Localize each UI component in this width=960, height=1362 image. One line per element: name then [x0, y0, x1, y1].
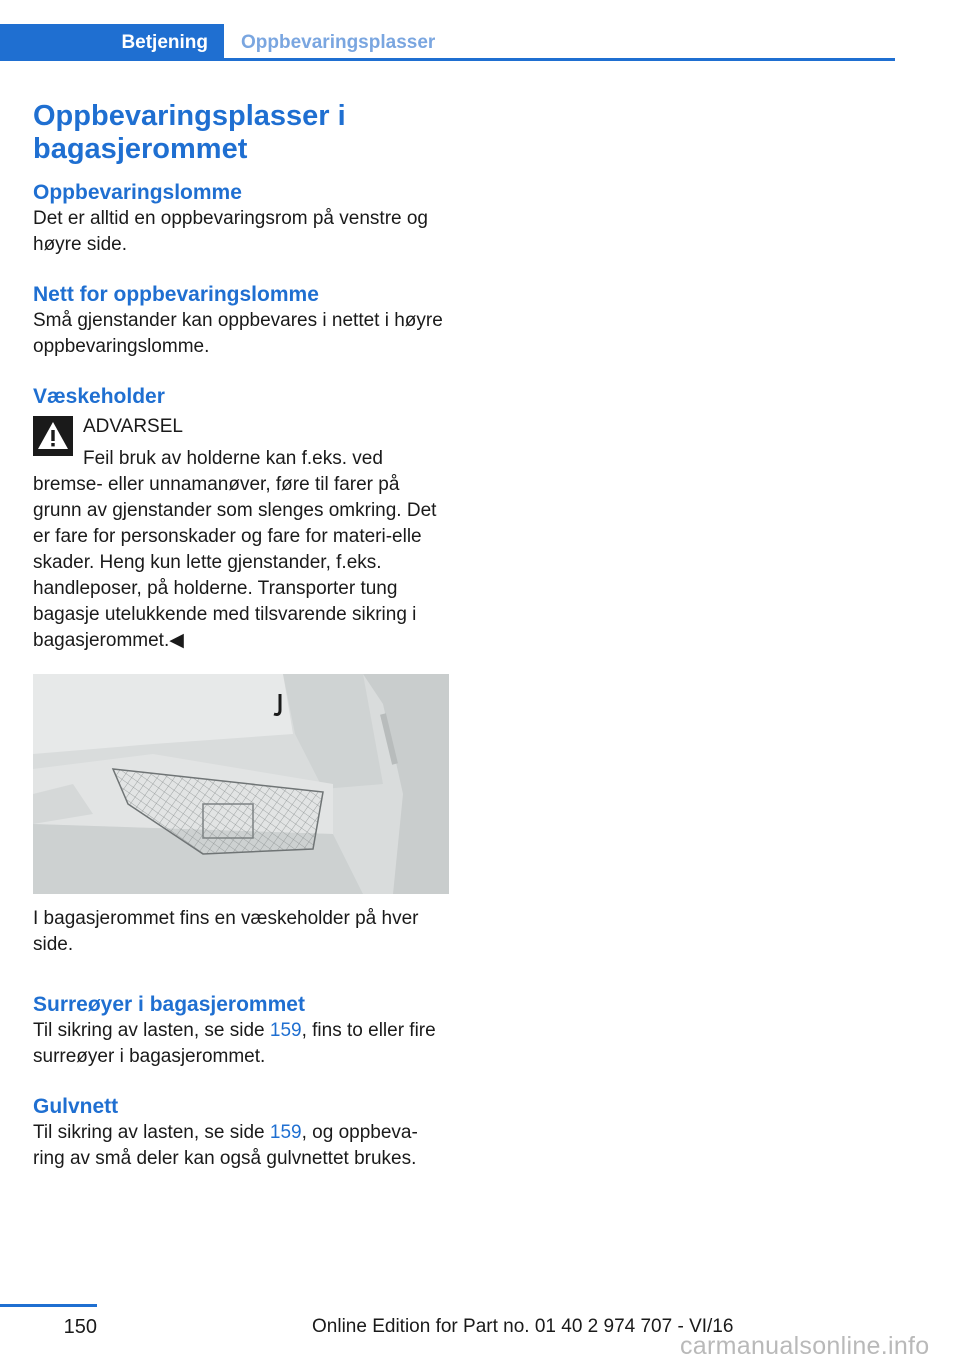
page-title: Oppbevaringsplasser i bagasjerommet [33, 100, 346, 165]
text-surreoyer-after: , fins to eller fire surreøyer i bagasjerommet. [33, 1020, 436, 1067]
footer-accent-line [0, 1304, 97, 1307]
text-nett: Små gjenstander kan oppbevares i nettet i høyre oppbevaringslomme. [33, 310, 443, 357]
header-bar [0, 24, 895, 61]
page-content [33, 100, 449, 1172]
page-number: 150 [63, 1316, 97, 1338]
trunk-net-illustration [33, 674, 449, 894]
warning-block [33, 414, 449, 472]
text-gulvnett [33, 1120, 449, 1172]
edition-info: Online Edition for Part no. 01 40 2 974 707 - VI/16 [312, 1316, 734, 1337]
warning-label: ADVARSEL [83, 416, 183, 437]
warning-text: bremse- eller unnamanøver, føre til farer på grunn av gjenstander som slenges omkring. Det er fare for personskader og fare for materi-elle skader. Heng kun lette gjenstander, f.eks. handleposer, på holderne. Transporter tung bagasje utelukkende med tilsvarende sikring i bagasjerommet.◀ [33, 474, 437, 651]
text-gulvnett-after: , og oppbeva-ring av små deler kan også gulvnettet brukes. [33, 1122, 418, 1169]
page-link-159-floornet[interactable]: 159 [269, 1122, 302, 1143]
text-surreoyer [33, 1018, 449, 1070]
text-surreoyer-before: Til sikring av lasten, se side [33, 1020, 270, 1041]
chapter-tab-oppbevaringsplasser[interactable]: Oppbevaringsplasser [241, 31, 436, 53]
text-oppbevaringslomme: Det er alltid en oppbevaringsrom på venstre og høyre side. [33, 208, 429, 255]
warning-first-line: Feil bruk av holderne kan f.eks. ved [83, 448, 383, 469]
text-gulvnett-before: Til sikring av lasten, se side [33, 1122, 270, 1143]
page-link-159-lashing[interactable]: 159 [269, 1020, 302, 1041]
heading-surreoyer: Surreøyer i bagasjerommet [33, 993, 305, 1016]
watermark: carmanualsonline.info [680, 1332, 930, 1360]
figure-caption: I bagasjerommet fins en væskeholder på hver side. [33, 908, 419, 955]
heading-oppbevaringslomme: Oppbevaringslomme [33, 181, 242, 204]
section-tab-betjening[interactable]: Betjening [0, 24, 224, 61]
heading-gulvnett: Gulvnett [33, 1095, 119, 1118]
warning-triangle-icon [33, 416, 73, 456]
heading-vaeskeholder: Væskeholder [33, 385, 165, 408]
heading-nett: Nett for oppbevaringslomme [33, 283, 319, 306]
